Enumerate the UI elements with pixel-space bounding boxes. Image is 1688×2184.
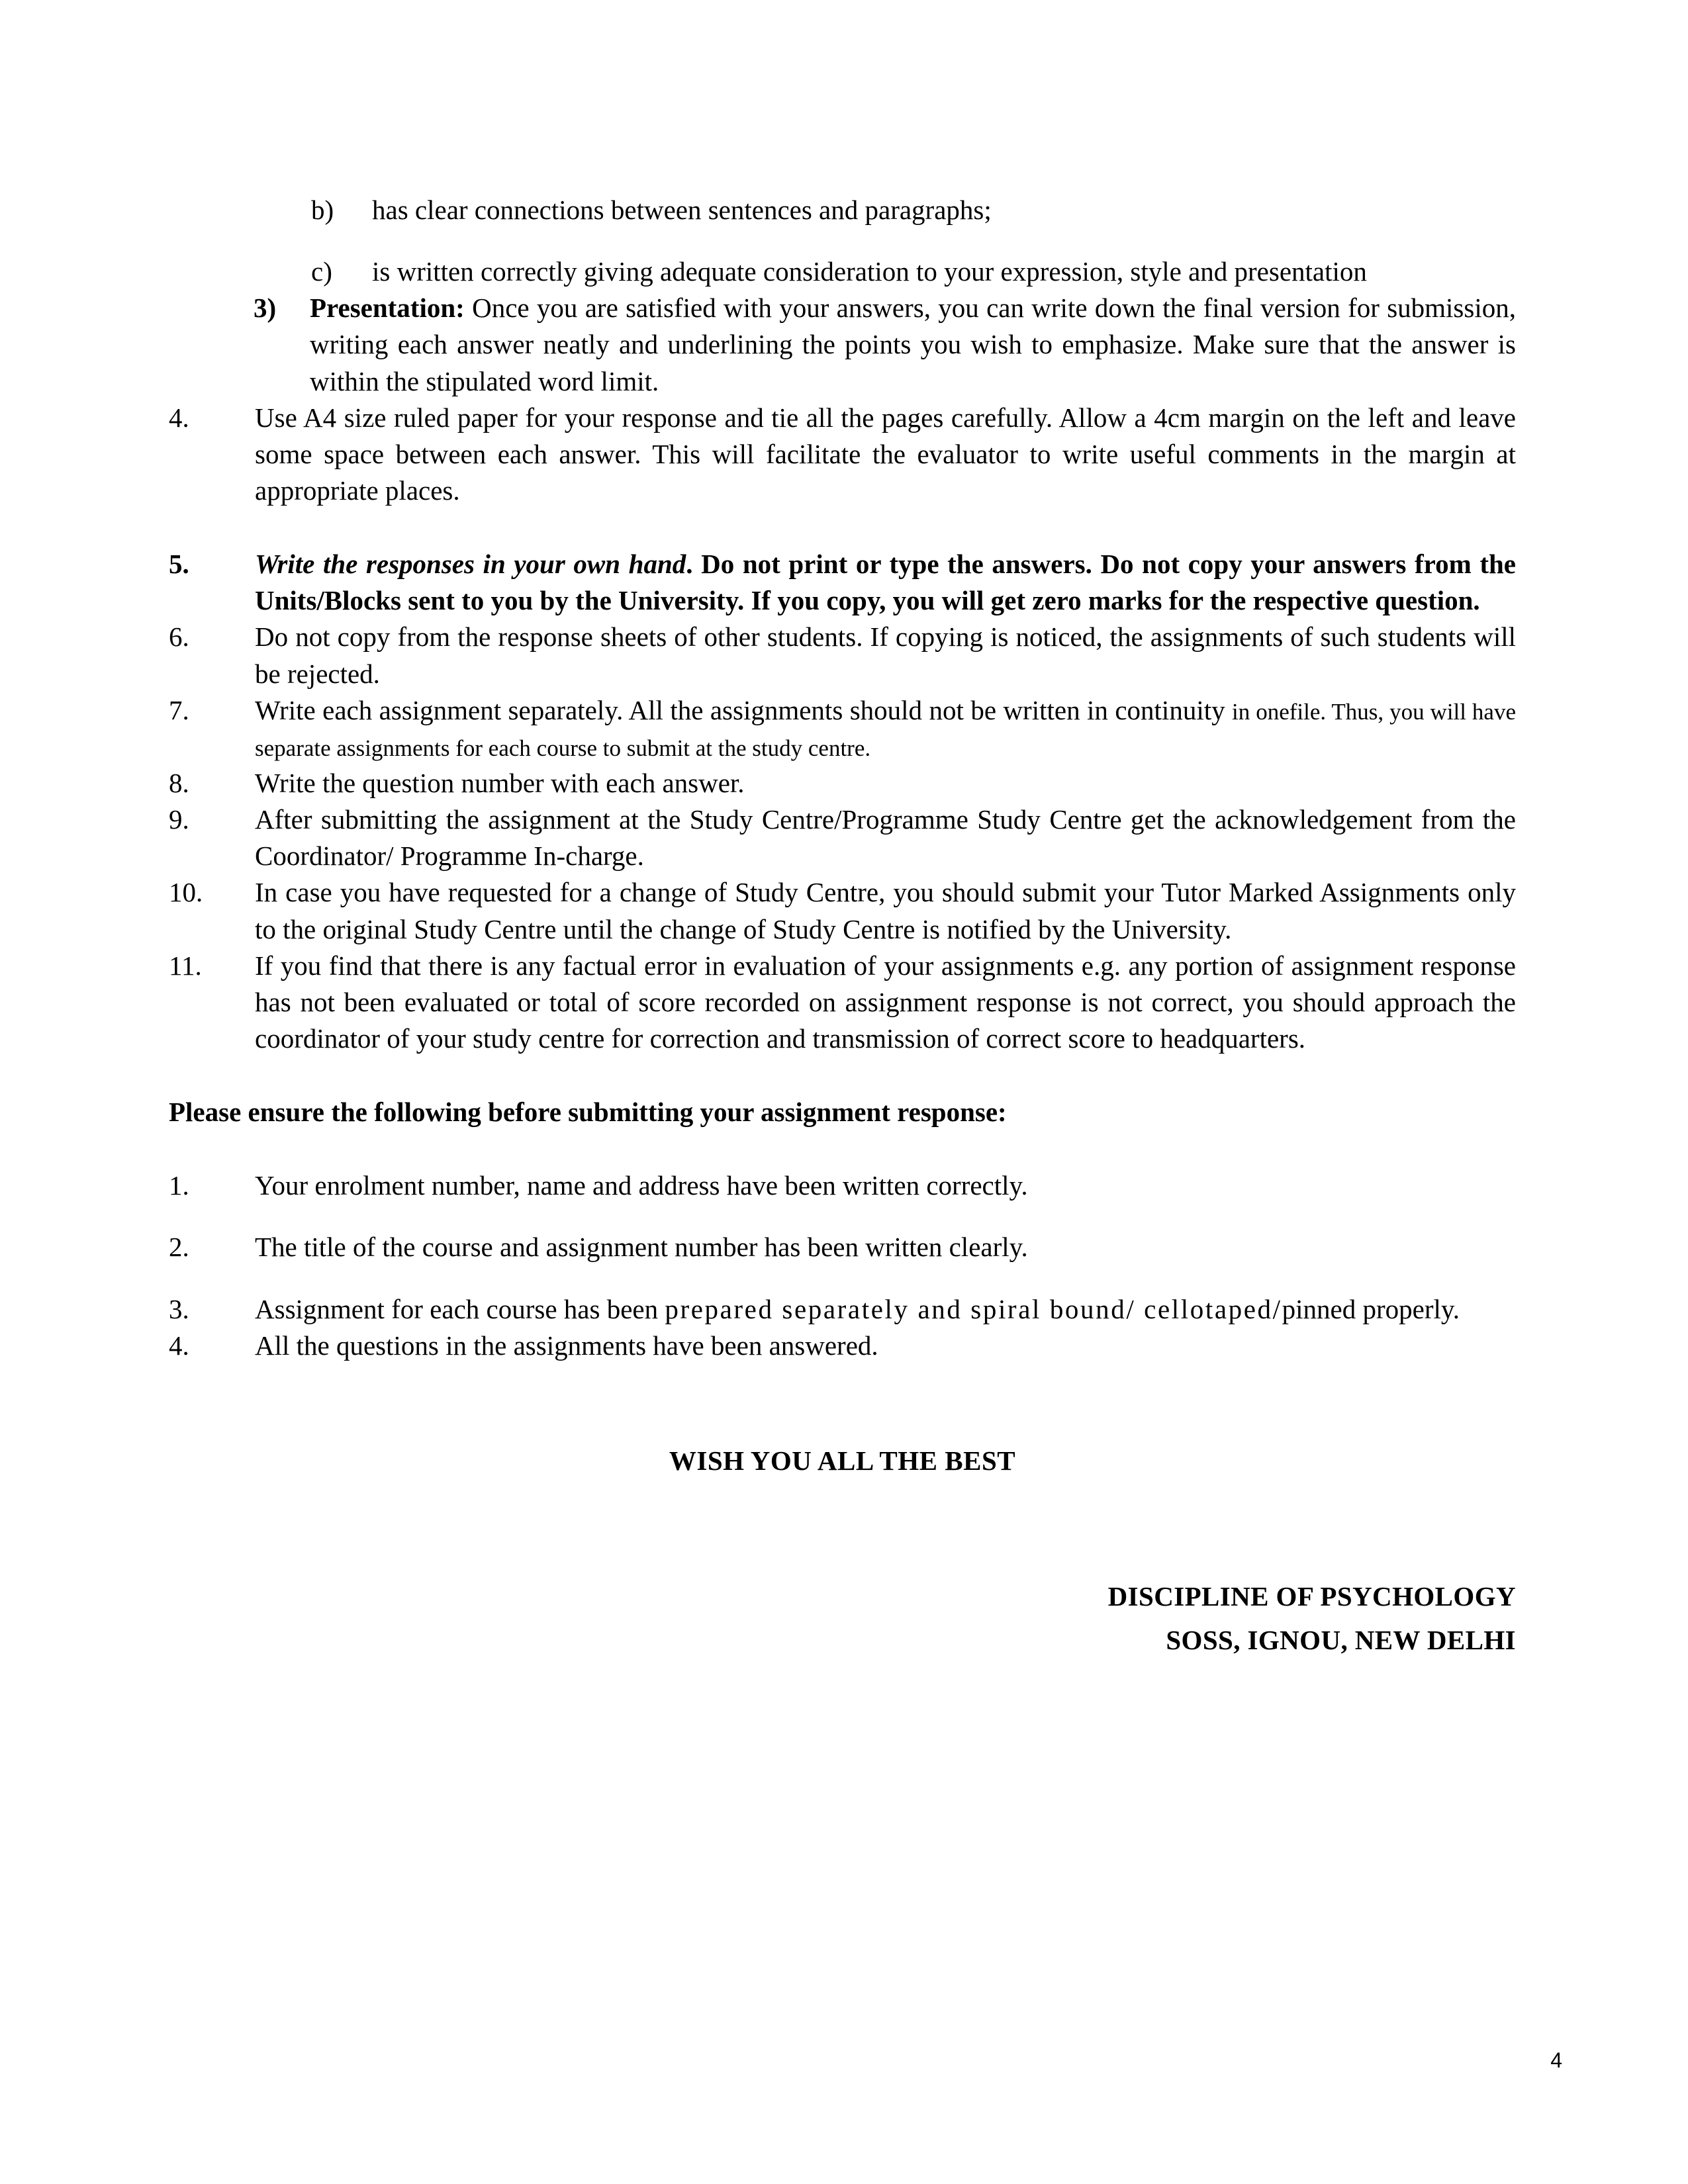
list-marker: b) [311, 195, 334, 225]
spacer [169, 1364, 1516, 1445]
list-marker: 8. [169, 767, 189, 798]
signature-block [169, 1574, 1516, 1662]
list-text [255, 1291, 1516, 1328]
list-item-10 [169, 874, 1516, 947]
list-item-presentation [254, 290, 1516, 399]
spacer [169, 509, 1516, 546]
list-marker: 6. [169, 621, 189, 653]
list-text: has clear connections between sentences and paragraphs; [372, 195, 992, 225]
list-text: In case you have requested for a change of Study Centre, you should submit your Tutor Marked Assignments only to the original Study Centre until the change of Study Centre is notified by the University. [255, 877, 1516, 944]
signature-line-1: DISCIPLINE OF PSYCHOLOGY [1107, 1580, 1516, 1612]
list-item-8 [169, 765, 1516, 801]
signature-line-2: SOSS, IGNOU, NEW DELHI [1166, 1625, 1516, 1656]
list-marker: 10. [169, 877, 203, 908]
checklist-text-spaced: prepared separately and spiral bound/ cellotaped/ [665, 1293, 1282, 1324]
checklist-item-4 [169, 1328, 1516, 1364]
checklist-item-3 [169, 1291, 1516, 1328]
list-item-7 [169, 692, 1516, 765]
list-marker: 4. [169, 402, 189, 433]
list-text: Your enrolment number, name and address have been written correctly. [255, 1170, 1028, 1201]
list-text-small1: in one [1232, 698, 1289, 725]
list-text: Write the question number with each answer. [255, 767, 745, 798]
presentation-body-text: Once you are satisfied with your answers, you can write down the final version for submission, writing each answer neatly and underlining the points you wish to emphasize. Make sure that the answer is within the stipulated word limit. [310, 293, 1516, 396]
list-item-5 [169, 546, 1516, 619]
spacer [169, 1477, 1516, 1574]
list-text: Use A4 size ruled paper for your response and tie all the pages carefully. Allow a 4cm margin on the left and leave some space between each answer. This will facilitate the evaluator to write useful comments in the margin at appropriate places. [255, 402, 1516, 506]
list-text-bold: . Do not print or type the answers. Do not copy your answers from the Units/Blocks sent to you by the University. If you copy, you will get zero marks for the respective question. [255, 549, 1516, 616]
list-text: Do not copy from the response sheets of other students. If copying is noticed, the assignments of such students will be rejected. [255, 621, 1516, 689]
spacer [169, 228, 1516, 253]
checklist-text-normal2: pinned properly. [1282, 1293, 1460, 1324]
list-marker: 9. [169, 804, 189, 835]
list-marker: 3. [169, 1293, 189, 1324]
list-text: If you find that there is any factual error in evaluation of your assignments e.g. any portion of assignment response has not been evaluated or total of score recorded on assignment response is not correct, you should approach the coordinator of your study centre for correction and transmission of correct score to headquarters. [255, 950, 1516, 1054]
spacer [169, 1204, 1516, 1229]
emphasis-own-hand: Write the responses in your own hand [255, 549, 686, 580]
list-marker: c) [311, 256, 332, 287]
list-text [255, 692, 1516, 765]
list-text: is written correctly giving adequate consideration to your expression, style and presentation [372, 256, 1367, 287]
list-text-small2: file. [1289, 698, 1327, 725]
checklist-heading: Please ensure the following before submitting your assignment response: [169, 1097, 1007, 1128]
list-item-sub-b [311, 192, 1516, 228]
list-marker: 4. [169, 1330, 189, 1361]
list-text [310, 290, 1516, 399]
presentation-bold-lead: Presentation: [310, 293, 465, 324]
list-item-9 [169, 801, 1516, 874]
list-marker: 11. [169, 950, 202, 981]
list-text: After submitting the assignment at the Study Centre/Programme Study Centre get the acknowledgement from the Coordinator/ Programme In-charge. [255, 804, 1516, 872]
closing-wish: WISH YOU ALL THE BEST [669, 1445, 1016, 1476]
list-item-sub-c [311, 253, 1516, 290]
list-item-11 [169, 948, 1516, 1057]
spacer [169, 1266, 1516, 1291]
list-text-part1: Write each assignment separately. All the assignments should not be written in continuity [255, 694, 1233, 725]
page-number: 4 [1550, 2048, 1562, 2072]
list-text: The title of the course and assignment number has been written clearly. [255, 1232, 1028, 1263]
checklist-text-normal: Assignment for each course has been [255, 1293, 665, 1324]
list-marker: 3) [254, 293, 277, 324]
list-marker: 1. [169, 1170, 189, 1201]
checklist-item-1 [169, 1167, 1516, 1204]
checklist-item-2 [169, 1229, 1516, 1265]
list-item-4 [169, 400, 1516, 509]
spacer [169, 1130, 1516, 1167]
list-text [255, 546, 1516, 619]
list-marker: 7. [169, 694, 189, 725]
list-item-6 [169, 619, 1516, 692]
list-marker: 5. [169, 549, 189, 580]
document-content [169, 192, 1516, 1662]
spacer [169, 1057, 1516, 1094]
list-text: All the questions in the assignments have been answered. [255, 1330, 878, 1361]
list-marker: 2. [169, 1232, 189, 1263]
list-text-part2: Thus, you will have separate assignments for each course to submit at the study centre. [255, 698, 1516, 761]
